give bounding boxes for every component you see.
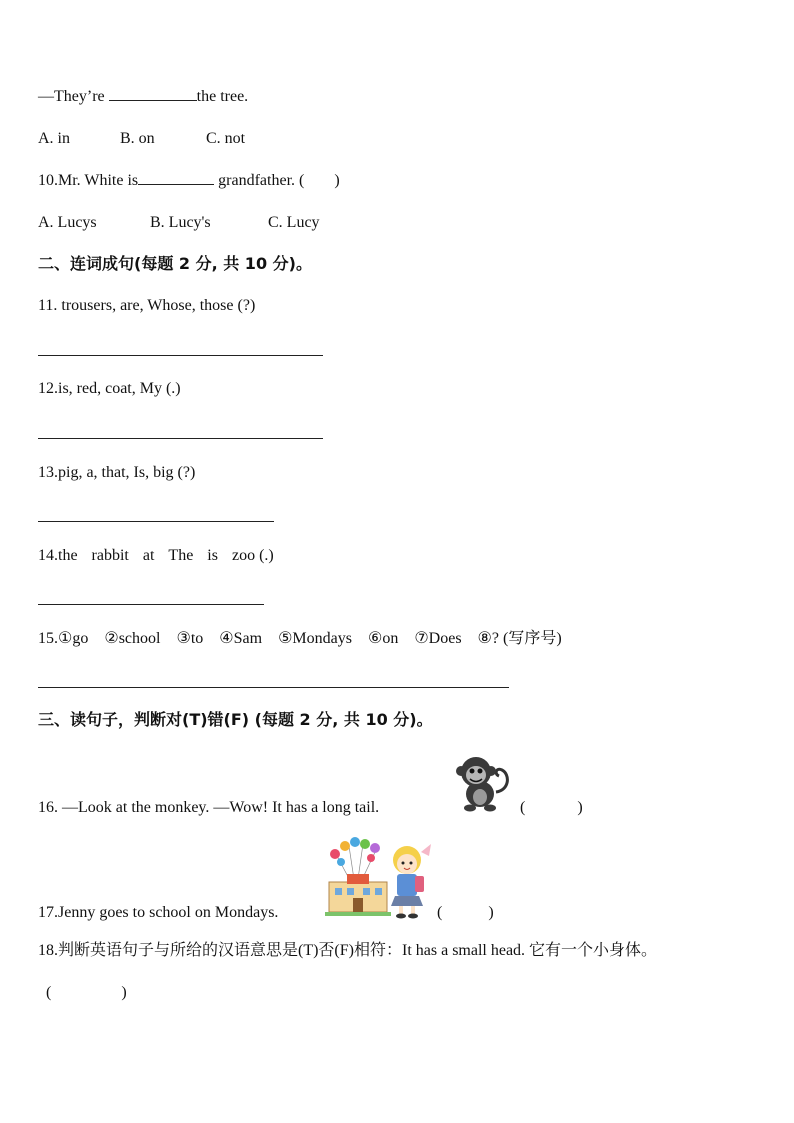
q15-item: ⑤Mondays (278, 630, 352, 647)
q10-options (38, 212, 320, 234)
q10-option-a[interactable]: A. Lucys (38, 214, 97, 231)
q15-answer-line[interactable] (38, 687, 509, 688)
q9-blank[interactable] (109, 86, 197, 101)
q9-option-c[interactable]: C. not (206, 130, 246, 147)
q9-answer-prefix: —They’re (38, 88, 105, 105)
q9-options (38, 128, 245, 150)
q14-word: rabbit (91, 547, 129, 564)
q14-word: The (168, 547, 194, 564)
q13-answer-line[interactable] (38, 521, 274, 522)
q9-option-b[interactable]: B. on (120, 130, 155, 147)
q18-prompt: 18.判断英语句子与所给的汉语意思是(T)否(F)相符：It has a small head. 它有一个小身体。 (38, 942, 658, 959)
girl-school-picture (325, 834, 435, 920)
q10-answer-paren[interactable]: ( ) (299, 172, 340, 189)
q12-prompt: 12.is, red, coat, My (.) (38, 380, 181, 397)
q10-blank[interactable] (138, 170, 214, 185)
q17-prompt: 17.Jenny goes to school on Mondays. (38, 904, 279, 921)
q15-item: ⑦Does (414, 630, 462, 647)
monkey-picture (450, 752, 512, 814)
q15-number: 15. (38, 630, 58, 647)
q9-answer-line (38, 86, 248, 108)
q10-option-c[interactable]: C. Lucy (268, 214, 320, 231)
q18-answer-paren[interactable]: ( ) (46, 984, 127, 1001)
q15-item: ④Sam (219, 630, 263, 647)
q13-prompt: 13.pig, a, that, Is, big (?) (38, 464, 196, 481)
q14-number: 14. (38, 547, 58, 564)
q14-word: zoo (231, 547, 256, 564)
q14-word: the (58, 547, 78, 564)
q9-option-a[interactable]: A. in (38, 130, 70, 147)
q9-answer-suffix: the tree. (196, 88, 249, 105)
q16-answer-paren[interactable]: ( ) (520, 799, 583, 816)
q12-answer-line[interactable] (38, 438, 323, 439)
q10-prompt-suffix: grandfather. (218, 172, 296, 189)
q10-prompt-prefix: 10.Mr. White is (38, 172, 139, 189)
section2-heading: 二、连词成句(每题 2 分, 共 10 分)。 (38, 254, 312, 273)
q15-item: ③to (176, 630, 204, 647)
q14-punct: (.) (259, 547, 274, 564)
q11-prompt: 11. trousers, are, Whose, those (?) (38, 297, 256, 314)
q10-option-b[interactable]: B. Lucy's (150, 214, 211, 231)
q11-answer-line[interactable] (38, 355, 323, 356)
q14-prompt (38, 545, 274, 567)
q17-answer-paren[interactable]: ( ) (437, 904, 494, 921)
section3-heading: 三、读句子，判断对(T)错(F) (每题 2 分, 共 10 分)。 (38, 710, 433, 729)
q14-word: at (142, 547, 155, 564)
q15-item: ⑥on (367, 630, 399, 647)
q15-note: (写序号) (503, 630, 562, 647)
q14-word: is (207, 547, 218, 564)
q10-prompt (38, 170, 340, 192)
q15-prompt (38, 628, 562, 650)
q14-answer-line[interactable] (38, 604, 264, 605)
q15-item: ②school (104, 630, 161, 647)
q15-item: ①go (58, 630, 89, 647)
q15-item: ⑧? (477, 630, 499, 647)
q16-prompt: 16. —Look at the monkey. —Wow! It has a long tail. (38, 799, 380, 816)
